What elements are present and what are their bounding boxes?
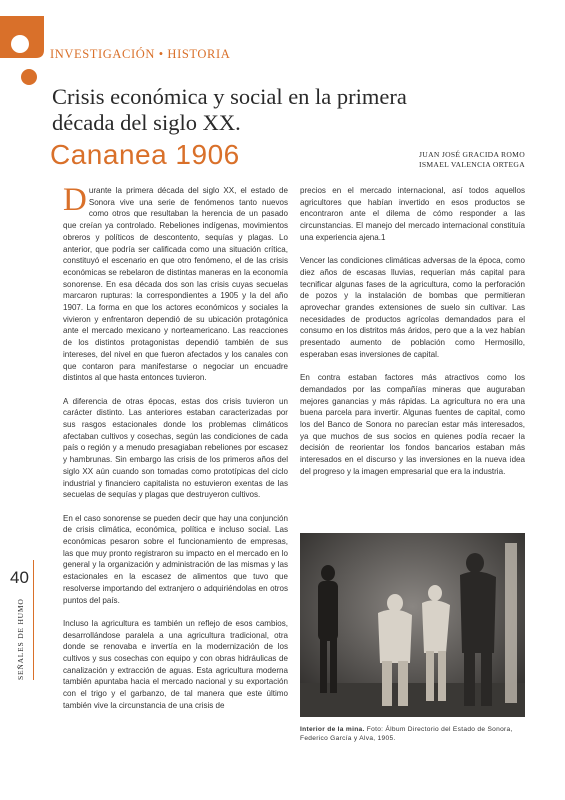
mine-interior-photo [300, 533, 525, 717]
left-column [63, 182, 288, 723]
section-tag: INVESTIGACIÓN • HISTORIA [50, 47, 231, 61]
orange-dot-logo-icon [0, 0, 44, 88]
photo-image [300, 533, 525, 717]
paragraph: En el caso sonorense se pueden decir que hay una conjunción de crisis climática, económica, política e incluso social. Las económicas pesaron sobre el funcionamiento de empresas, las que muy pronto registraron su impacto en el mercado en lo general y la organización y administración de las mismas y las estacionales en la escasez de alimentos que tuvo que resolverse importando del extranjero o adquiriéndolas en otros puntos del país. [63, 513, 288, 605]
paragraph: precios en el mercado internacional, así todos aquellos agricultores que habían invertido en esos productos se encontraron ante el dilema de cómo responder a las circunstancias. El manejo del mercado internacional constituía una experiencia ajena.1 [300, 186, 525, 242]
paragraph: Incluso la agricultura es también un reflejo de esos cambios, desarrollándose paralela a una agricultura tradicional, otra donde se renovaba e invertía en la modernización de los cultivos y sus cosechas con equipo y con obras hidráulicas de canalización y extracción de aguas. Esta agricultura moderna también apuntaba hacia el mercado nacional y su exportación con el trigo y el garbanzo, de tal manera que este último también vive la circunstancia de una crisis de [63, 618, 288, 710]
authors [419, 150, 525, 170]
author-name: ISMAEL VALENCIA ORTEGA [419, 160, 525, 169]
paragraph: Vencer las condiciones climáticas adversas de la época, como diez años de escasas lluvias, requerían más capital para tecnificar algunas fases de la agricultura, como la perforación de pozos y la instalación de bombas que permitieran aprovechar grandes extensiones de suelo sin cultivar. Las necesidades de productos agrícolas demandados para el consumo en los distritos más áridos, pero que a la vez habían presentado aumento de población como Hermosillo, esperaban esas inversiones de capital. [300, 256, 525, 359]
drop-cap: D [63, 182, 87, 218]
page-divider [33, 560, 34, 680]
photo-caption [300, 725, 528, 743]
paragraph: A diferencia de otras épocas, estas dos crisis tuvieron un carácter distinto. Las anteriores estaban caracterizadas por sus rasgos estacionales donde los problemas climáticos afectaban cultivos y cosechas, según las condiciones de cada país o región y a menudo presagiaban rebeliones por escasez y hambrunas. Sin embargo las crisis de los primeros años del siglo XX aún cuando son tomadas como prototípicas del ciclo industrial y financiero capitalista no estuvieron exentas de las secuelas de sequías y plagas que destruyeron cultivos. [63, 396, 288, 500]
article-subtitle: Cananea 1906 [50, 139, 240, 170]
paragraph: En contra estaban factores más atractivos como los demandados por las compañías mineras que auguraban mejores ganancias y más rápidas. La agricultura no era una buena parcela para invertir. Algunas fuentes de capital, como los del Banco de Sonora no parecían estar más interesados, ya que muchos de sus socios en quienes podía recaer la decisión de reorientar los fondos bancarios estaban más interesados en el discurso y las inversiones en la nueva idea del progreso y la imagen empresarial que era la industria. [300, 373, 525, 476]
right-column [300, 185, 525, 489]
paragraph: Durante la primera década del siglo XX, el estado de Sonora vive una serie de fenómenos tanto nuevos como otros que resultaban la herencia de un pasado que creían ya controlado. Rebeliones indígenas, movimientos obreros y políticos de descontento, sequías y plagas. Lo anterior, que podría ser calificada como una situación crítica, constituyó el escenario en que otro fenómeno, el de las crisis económicas se rebelaron de distintas maneras en la economía sonorense. En esa década dos son las crisis cuyas secuelas marcaron rupturas: la correspondientes a 1905 y la del año 1907. La forma en que los actores económicos y sociales la vivieron y enfrentaron dependió de su ubicación protagónica ante el mercado mexicano y norteamericano. Las reacciones de los distintos protagonistas dependió también de sus intereses, del nivel en que fueron afectados y los canales con que contaron para manifestarse o negociar un encuadre distintos al que hasta entonces tuvieron. [63, 182, 288, 383]
publication-label: SEÑALES DE HUMO [16, 598, 25, 680]
author-name: JUAN JOSÉ GRACIDA ROMO [419, 150, 525, 159]
article-title: Crisis económica y social en la primera década del siglo XX. [52, 84, 407, 135]
caption-title: Interior de la mina. [300, 726, 365, 733]
page-number: 40 [10, 568, 29, 587]
caption-credit: Foto: Álbum Directorio del Estado de Sonora, Federico García y Alva, 1905. [300, 726, 513, 742]
